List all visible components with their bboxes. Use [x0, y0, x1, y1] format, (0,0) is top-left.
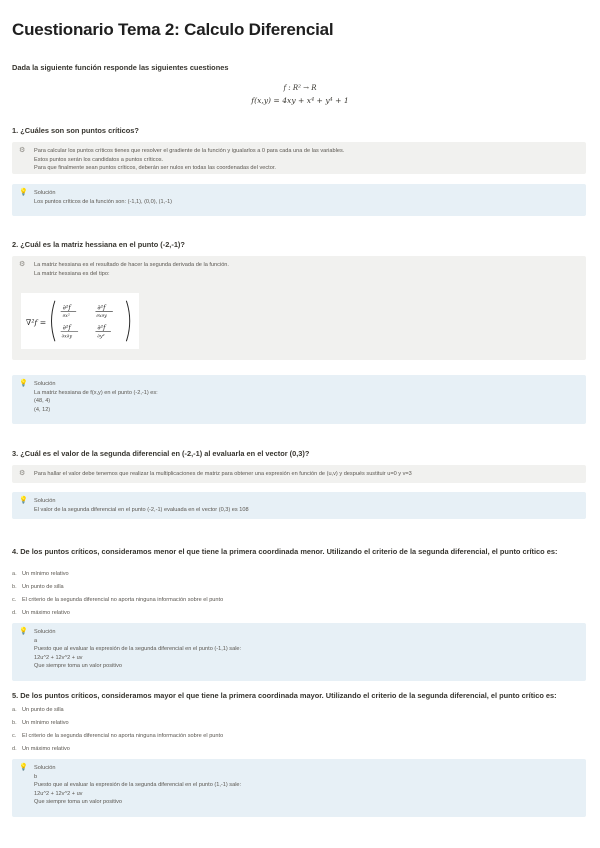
hessian-a22: ∂²f [97, 324, 106, 332]
question-2: 2. ¿Cuál es la matriz hessiana en el punto (-2,-1)? [12, 240, 185, 249]
solution-label: Solución [34, 629, 56, 635]
solution-label: Solución [34, 498, 56, 504]
hint-line: Para hallar el valor debe tenemos que realizar la multiplicaciones de matriz para obtener una expresión en función de (u,v) y después sustituir u=0 y v=3 [34, 471, 412, 477]
lightbulb-icon: 💡 [19, 189, 28, 196]
question-5: 5. De los puntos críticos, consideramos mayor el que tiene la primera coordinada mayor. Utilizando el criterio de la segunda diferencial, el punto crítico es: [12, 691, 557, 700]
option-item [12, 570, 69, 578]
gear-icon: ⚙ [19, 470, 26, 477]
solution-line: La matriz hessiana de f(x,y) en el punto (-2,-1) es: [34, 389, 158, 396]
option-text: Un mínimo relativo [22, 720, 69, 726]
option-letter: b. [12, 584, 17, 590]
hint-callout-1 [12, 142, 586, 174]
option-text: El criterio de la segunda diferencial no aporta ninguna información sobre el punto [22, 733, 224, 739]
lightbulb-icon: 💡 [19, 628, 28, 635]
hessian-a22-den: ∂y² [97, 334, 105, 340]
solution-callout-3 [12, 492, 586, 519]
lightbulb-icon: 💡 [19, 497, 28, 504]
lightbulb-icon: 💡 [19, 764, 28, 771]
question-4: 4. De los puntos críticos, consideramos menor el que tiene la primera coordinada menor. Utilizando el criterio de la segunda diferencial, el punto crítico es: [12, 547, 558, 556]
solution-label: Solución [34, 381, 56, 387]
solution-callout-2 [12, 375, 586, 424]
solution-line: (4, 12) [34, 406, 51, 413]
page-title: Cuestionario Tema 2: Calculo Diferencial [12, 20, 334, 39]
hessian-a11: ∂²f [62, 304, 71, 312]
option-text: Un punto de silla [22, 584, 64, 590]
hessian-a11-den: ∂x² [62, 314, 70, 320]
solution-line: El valor de la segunda diferencial en el punto (-2,-1) evaluada en el vector (0,3) es 108 [34, 506, 249, 513]
hint-callout-3 [12, 465, 586, 483]
option-text: El criterio de la segunda diferencial no aporta ninguna información sobre el punto [22, 597, 224, 603]
hessian-a12: ∂²f [97, 304, 106, 312]
option-item [12, 719, 69, 727]
hint-line: La matriz hessiana es del tipo: [34, 270, 110, 277]
solution-line: Puesto que al evaluar la expresión de la segunda diferencial en el punto (-1,1) sale: [34, 646, 242, 653]
option-text: Un mínimo relativo [22, 571, 69, 577]
option-letter: b. [12, 720, 17, 726]
hint-callout-2 [12, 256, 586, 360]
formula-function: f(x,y) = 4xy + x⁴ + y⁴ + 1 [251, 96, 349, 105]
hint-line: Para calcular los puntos críticos tienes que resolver el gradiente de la función y igualarlos a 0 para cada una de las variables. [34, 148, 345, 154]
hessian-a12-den: ∂x∂y [96, 314, 107, 320]
hint-line: Para que finalmente sean puntos críticos, deberán ser nulos en todas las coordenadas del vector. [34, 165, 276, 172]
formula-domain: f : R² → R [283, 84, 317, 92]
option-item [12, 609, 70, 617]
solution-line: (48, 4) [34, 398, 51, 405]
option-letter: c. [12, 597, 17, 603]
hint-line: La matriz hessiana es el resultado de hacer la segunda derivada de la función. [34, 262, 229, 268]
hessian-a21: ∂²f [62, 324, 71, 332]
hessian-a21-den: ∂x∂y [61, 334, 73, 340]
option-item [12, 583, 64, 591]
solution-label: Solución [34, 190, 56, 196]
option-text: Un máximo relativo [22, 746, 70, 752]
option-letter: a. [12, 571, 17, 577]
question-1: 1. ¿Cuáles son son puntos críticos? [12, 126, 139, 135]
solution-callout-1 [12, 184, 586, 216]
gear-icon: ⚙ [19, 261, 26, 268]
solution-line: Que siempre toma un valor positivo [34, 799, 122, 806]
option-text: Un máximo relativo [22, 610, 70, 616]
solution-line: b [34, 773, 38, 780]
solution-line: a [34, 637, 38, 644]
option-letter: c. [12, 733, 17, 739]
gear-icon: ⚙ [19, 147, 26, 154]
hint-line: Estos puntos serán los candidatos a puntos críticos. [34, 156, 164, 163]
solution-line: 12u^2 + 12v^2 + uv [34, 790, 83, 797]
option-item [12, 745, 70, 753]
intro-text: Dada la siguiente función responde las siguientes cuestiones [12, 63, 229, 72]
solution-line: Puesto que al evaluar la expresión de la segunda diferencial en el punto (1,-1) sale: [34, 782, 242, 789]
lightbulb-icon: 💡 [19, 380, 28, 387]
option-item [12, 596, 223, 604]
option-letter: d. [12, 610, 17, 616]
solution-callout-5 [12, 759, 586, 817]
question-3: 3. ¿Cuál es el valor de la segunda diferencial en (-2,-1) al evaluarla en el vector (0,3)? [12, 449, 310, 458]
option-text: Un punto de silla [22, 707, 64, 713]
solution-label: Solución [34, 765, 56, 771]
hessian-lhs: ∇²f = [25, 318, 47, 328]
option-letter: d. [12, 746, 17, 752]
solution-callout-4 [12, 623, 586, 681]
solution-line: Que siempre toma un valor positivo [34, 663, 122, 670]
option-item [12, 706, 64, 714]
solution-line: Los puntos críticos de la función son: (-1,1), (0,0), (1,-1) [34, 198, 173, 205]
option-item [12, 732, 223, 740]
solution-line: 12u^2 + 12v^2 + uv [34, 654, 83, 661]
hessian-matrix-image [20, 292, 140, 350]
option-letter: a. [12, 707, 17, 713]
